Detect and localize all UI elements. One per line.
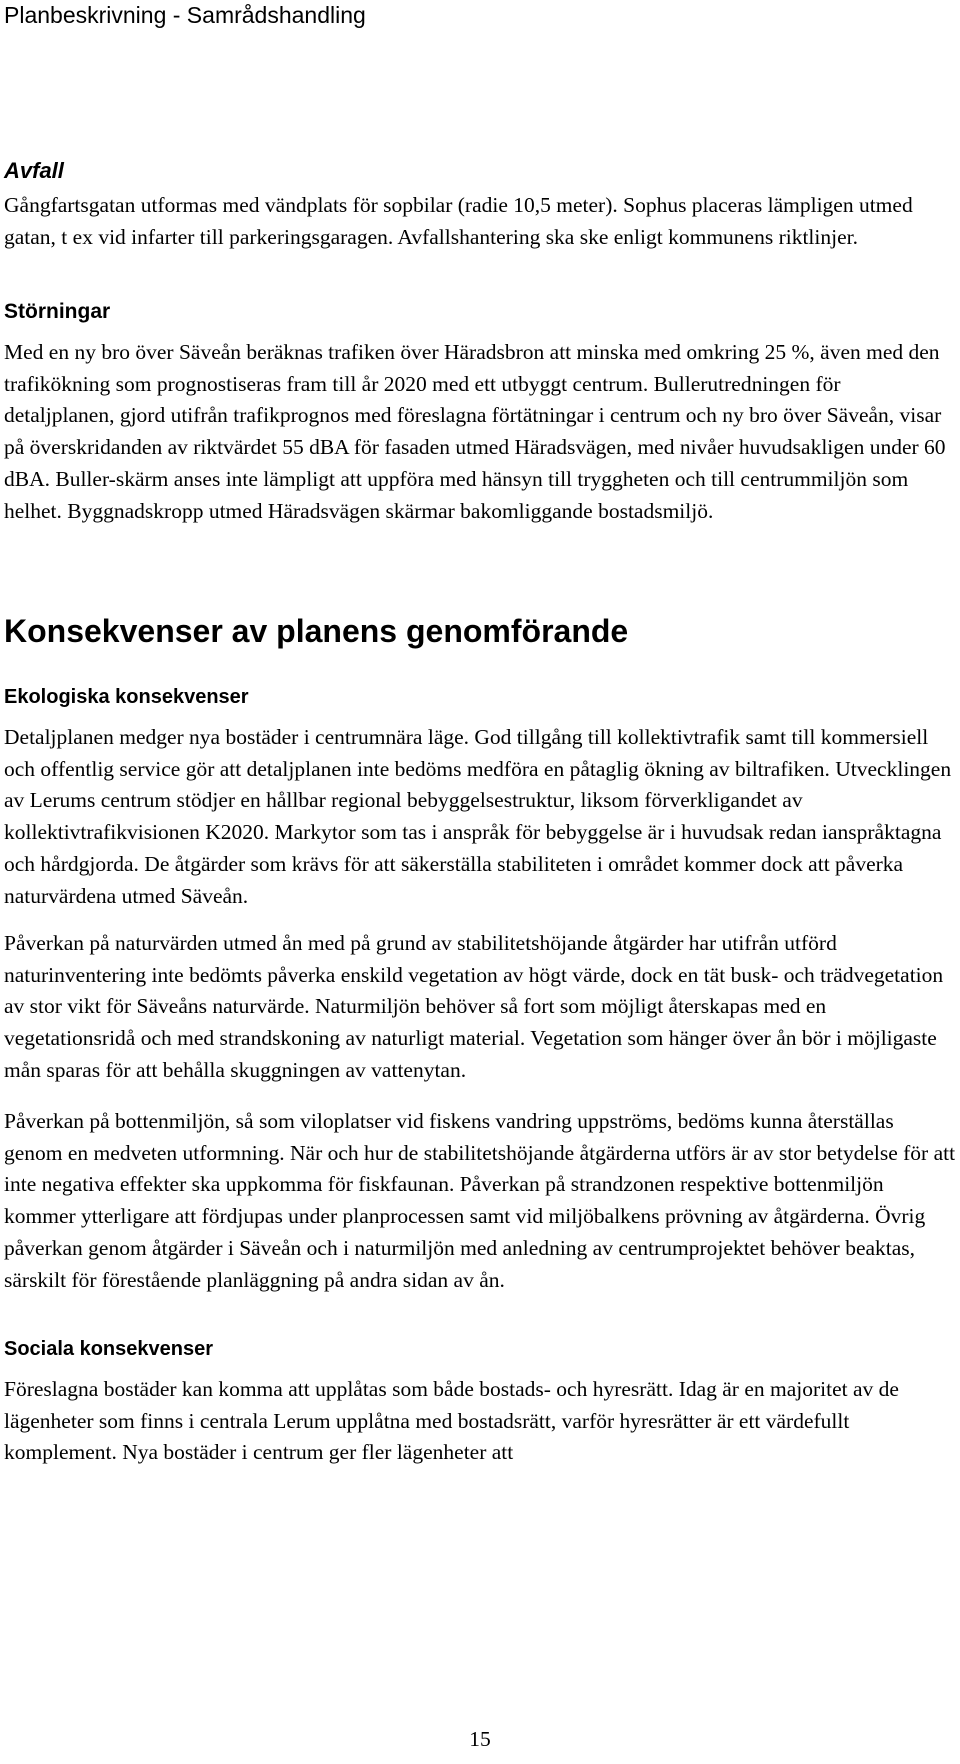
- section-sociala: [4, 1374, 956, 1469]
- heading-ekologiska: Ekologiska konsekvenser: [4, 686, 249, 708]
- running-header: Planbeskrivning - Samrådshandling: [4, 2, 366, 28]
- paragraph-ekologiska-1: Detaljplanen medger nya bostäder i centrumnära läge. God tillgång till kollektivtrafik samt till kommersiell och offentlig service gör att detaljplanen inte bedöms medföra en påtaglig ökning av biltrafiken. Utvecklingen av Lerums centrum stödjer en hållbar regional bebyggelsestruktur, liksom förverkligandet av kollektivtrafikvisionen K2020. Markytor som tas i anspråk för bebyggelse är i huvudsak redan ianspråktagna och hårdgjorda. De åtgärder som krävs för att säkerställa stabiliteten i området kommer dock att påverka naturvärdena utmed Säveån.: [4, 725, 952, 908]
- paragraph-ekologiska-2: Påverkan på naturvärden utmed ån med på grund av stabilitetshöjande åtgärder har utifrån utförd naturinventering inte bedömts påverka enskild vegetation av högt värde, dock en tät busk- och trädvegetation av stor vikt för Säveåns naturvärde. Naturmiljön behöver så fort som möjligt återskapas med en vegetationsridå och med strandskoning av naturligt material. Vegetation som hänger över ån bör i möjligaste mån sparas för att behålla skuggningen av vattenytan.: [4, 931, 944, 1082]
- section-ekologiska-p3: [4, 1106, 956, 1296]
- paragraph-avfall: Gångfartsgatan utformas med vändplats för sopbilar (radie 10,5 meter). Sophus placeras lämpligen utmed gatan, t ex vid infarter till parkeringsgaragen. Avfallshantering ska ske enligt kommunens riktlinjer.: [4, 193, 913, 249]
- section-ekologiska-p2: [4, 928, 956, 1087]
- heading-sociala: Sociala konsekvenser: [4, 1338, 214, 1360]
- section-ekologiska-p1: [4, 722, 956, 912]
- section-storningar: [4, 337, 956, 527]
- paragraph-ekologiska-3: Påverkan på bottenmiljön, så som viloplatser vid fiskens vandring uppströms, bedöms kunna återställas genom en medveten utformning. När och hur de stabilitetshöjande åtgärderna utförs är av stor betydelse för att inte negativa effekter ska uppkomma för fiskfaunan. Påverkan på strandzonen respektive bottenmiljön kommer ytterligare att fördjupas under planprocessen samt vid miljöbalkens prövning av åtgärderna. Övrig påverkan genom åtgärder i Säveån och i naturmiljön med anledning av centrumprojektet behöver beaktas, särskilt för förestående planläggning på andra sidan av ån.: [4, 1109, 956, 1292]
- heading-storningar: Störningar: [4, 300, 111, 323]
- heading-avfall: Avfall: [4, 158, 64, 183]
- page-number: 15: [469, 1727, 491, 1751]
- paragraph-sociala: Föreslagna bostäder kan komma att upplåtas som både bostads- och hyresrätt. Idag är en majoritet av de lägenheter som finns i centrala Lerum upplåtna med bostadsrätt, varför hyresrätter är ett värdefullt komplement. Nya bostäder i centrum ger fler lägenheter att: [4, 1377, 899, 1465]
- section-avfall: [4, 190, 956, 253]
- heading-konsekvenser: Konsekvenser av planens genomförande: [4, 613, 629, 649]
- paragraph-storningar: Med en ny bro över Säveån beräknas trafiken över Häradsbron att minska med omkring 25 %, även med den trafikökning som prognostiseras fram till år 2020 med ett utbyggt centrum. Bullerutredningen för detaljplanen, gjord utifrån trafikprognos med föreslagna förtätningar i centrum och ny bro över Säveån, visar på överskridanden av riktvärdet 55 dBA för fasaden utmed Häradsvägen, med nivåer huvudsakligen under 60 dBA. Buller-skärm anses inte lämpligt att uppföra med hänsyn till tryggheten och till centrummiljön som helhet. Byggnadskropp utmed Häradsvägen skärmar bakomliggande bostadsmiljö.: [4, 340, 946, 523]
